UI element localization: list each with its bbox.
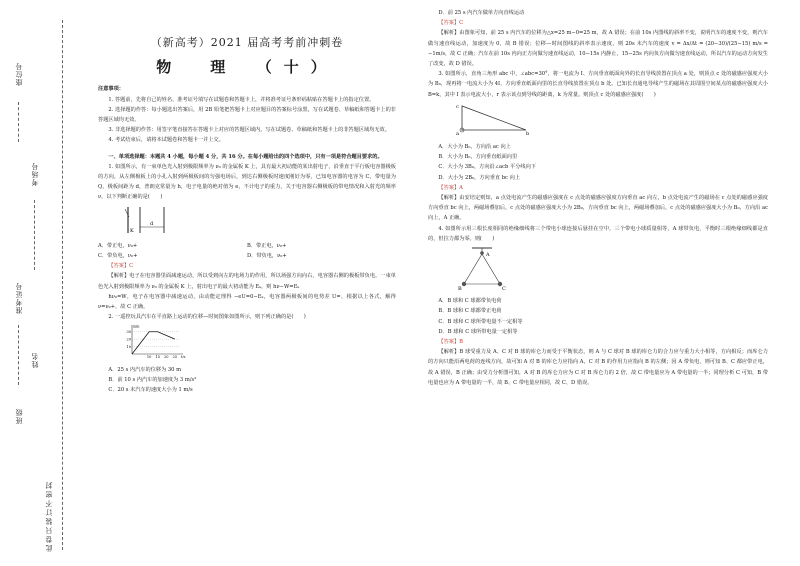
q3-answer: 【答案】A	[438, 184, 463, 191]
q1-analysis-2: hν₀=W，电子在电容器中减速运动，由动能定理得 −eU=0−Eₖ，电容器两极板间的电势差 U=，根据以上各式，解得 ν=ν₀+，故 C 正确。	[98, 293, 396, 311]
q3-option-d: D．大小为 2B₀，方向垂直 bc 向上	[438, 174, 520, 181]
name-label: 姓名	[31, 352, 39, 368]
q2-analysis: 【解析】由图象可知，前 25 s 内汽车的位移为△x=25 m−0=25 m，故 A 错误；在前 10s 内图线的斜率不变，说明汽车的速度不变，则汽车做匀速直线运动，加速度为 0，故 B 错误；位移—时间图线的斜率表示速度，则 20s 末汽车的速度 v = Δx/Δt = (20−30)/(25−15) m/s = −1m/s，故 C 正确；汽车在前 10s 内向正方向做匀速直线运动，10−15s 内静止，15−25s 内向负方向做匀速直线运动，所以汽车的运动方向发生了改变，故 D 错误。	[428, 30, 768, 68]
q2-answer: 【答案】C	[438, 20, 464, 27]
q4-fig-label-b: B	[458, 286, 462, 291]
x-axis-label: t/s	[181, 355, 186, 359]
y-tick-label: 10	[126, 345, 131, 350]
q1-fig-label-d: d	[150, 220, 154, 227]
q1-option-a: A．带正电，ν₀+	[98, 242, 138, 249]
q3-fig-label-c: c	[456, 103, 459, 110]
q2-option-c: C．20 s 末汽车的速度大小为 1 m/s	[108, 387, 193, 394]
exam-title: （新高考）2021 届高考考前冲刺卷	[150, 36, 344, 49]
y-axis-label: x/m	[133, 324, 140, 329]
section-heading: 一、单项选择题：本题共 4 小题，每小题 4 分，共 16 分。在每小题给出的四个选项中，只有一项是符合题目要求的。	[108, 153, 383, 160]
q1-fig-label-k: K	[130, 227, 134, 234]
q2-option-d: D．前 25 s 内汽车做单方向直线运动	[438, 10, 525, 16]
x-tick-label: 20	[164, 355, 169, 359]
q4-option-a: A．B 球和 C 球都带负电荷	[438, 298, 502, 305]
q4-option-c: C．B 球和 C 球所带电量不一定相等	[438, 318, 523, 325]
seal-line	[62, 20, 63, 550]
q1-figure	[124, 205, 174, 235]
ticket-line	[18, 325, 19, 385]
notice-item: 4. 考试结束后，请将本试题卷和答题卡一并上交。	[108, 137, 224, 144]
q3-fig-label-b: b	[526, 130, 530, 136]
q4-fig-label-c: C	[502, 286, 506, 291]
subject-title: 物 理 （十）	[156, 58, 338, 77]
q2-option-a: A．25 s 内汽车的位移为 30 m	[108, 366, 182, 373]
q4-analysis: 【解析】B 球受重力及 A、C 对 B 球的库仑力而受于平衡状态，则 A 与 C 球对 B 球的库仑力的合力应与重力大小相等，方向相反；而库仑力的方向只能沿两电荷的连线方向，故可知 A 对 B 的库仑力应指向 A，C 对 B 的作用力应指向 B 的左侧；因 A 带负电，则可知 B、C 都应带正电，故 A 错误，B 正确；由受力分析图可知，A 对 B 的库仑力应为 C 对 B 库仑力的 2 倍，故 C 带电量应为 A 带电量的一半；同理分析 C 可知，B 带电量也应为 A 带电量的一半，故 B、C 带电量应相同，故 C、D 错误。	[428, 349, 768, 386]
class-label: 班级	[15, 408, 23, 424]
seal-text: 此卷只装订不密封	[45, 480, 53, 552]
q1-option-c: C．带负电，ν₀+	[98, 253, 138, 260]
q4-figure	[454, 246, 510, 290]
right-column	[428, 8, 768, 388]
q3-analysis: 【解析】由安培定则知，a 点处电流产生的磁感应强度在 c 点处的磁感应强度方向垂直 ac 向左，b 点处电流产生的磁场在 c 点处的磁感应强度方向垂直 bc 向上，两磁场叠加后，c 点处的磁感应强度大小为 2B₀，方向垂直 bc 向上，两磁场叠加后，c 点处的磁感应强度大小为 B₀，方向沿 ac 向上，A 正确。	[428, 195, 768, 222]
y-tick-label: 30	[126, 330, 131, 335]
y-tick-label: 20	[126, 338, 131, 343]
q2-stem: 2. 一遥控玩具汽车在平直路上运动的位移—时间图象如图所示，则下列正确的是( )	[108, 314, 306, 321]
x-tick-label: 25	[172, 355, 178, 359]
seat-label: 座位号	[15, 62, 23, 86]
q4-option-b: B．B 球和 C 球都带正电荷	[438, 308, 502, 315]
q4-answer: 【答案】B	[438, 339, 463, 346]
x-tick-label: 15	[155, 355, 160, 359]
x-tick-label: 10	[146, 355, 152, 359]
notice-item: 2. 选择题的作答：每小题选出答案后，用 2B 铅笔把答题卡上对应题目的答案标号涂黑，写在试题卷、草稿纸和答题卡上的非答题区域均无效。	[98, 106, 396, 124]
q1-options-2	[98, 251, 396, 261]
q3-stem: 3. 如图所示，直角三角形 abc 中，∠abc=30°，将一电流为 I、方向垂直纸面向外的长直导线放置在顶点 a 处，则顶点 c 处的磁感应强度大小为 B₀，现再将一电流大小为 4I、方向垂直纸面向里的长直导线放置在顶点 b 处。已知长直通电导线产生的磁场在其周围空间某点的磁感应强度大小 B=k，其中 I 表示电流大小，r 表示该点到导线的距离，k 为常量。则顶点 c 处的磁感应强度( )	[428, 71, 768, 98]
q3-figure	[454, 102, 534, 136]
room-line	[34, 200, 35, 270]
q3-option-a: A．大小为 B₀，方向沿 ac 向上	[438, 144, 511, 151]
q3-fig-label-a: a	[456, 130, 459, 136]
left-column	[98, 0, 396, 395]
notice-item: 3. 非选择题的作答：用签字笔直接答在答题卡上对应的答题区域内。写在试题卷、草稿纸和答题卡上的非答题区域均无效。	[108, 127, 390, 134]
notice-heading: 注意事项：	[98, 86, 124, 93]
q4-fig-label-a: A	[486, 252, 490, 259]
q1-options	[98, 241, 396, 251]
room-label: 考场号	[31, 162, 39, 186]
q1-option-d: D．带负电，ν₀+	[247, 253, 287, 260]
q2-option-b: B．前 10 s 内汽车的加速度为 3 m/s²	[108, 376, 197, 383]
q1-analysis: 【解析】电子在电容器里面减速运动，所以受到向左的电场力的作用，所以场强方向向右，电容器右侧的极板带负电。一束单色光入射到极限频率为 ν₀ 的金属板 K 上，射出电子的最大初动能为 Eₖ，则 hν−W=Eₖ	[98, 273, 396, 290]
q4-option-d: D．B 球和 C 球所带电量一定相等	[438, 328, 518, 335]
q3-option-c: C．大小为 3B₀，方向沿∠acb 平分线向下	[438, 164, 536, 171]
seat-line	[18, 102, 19, 142]
q2-chart	[124, 324, 186, 358]
q3-option-b: B．大小为 B₀，方向垂直纸面向里	[438, 154, 518, 161]
q1-option-b: B．带正电，ν₀+	[247, 242, 287, 249]
q1-stem: 1. 如图所示，有一束单色光入射到极限频率为 ν₀ 的金属板 K 上，具有最大初动能的某出射电子，沿垂直于平行板电容器极板的方向，从左侧极板上的小孔入射到两极板间的匀强电场后，到达右侧极板时速度刚好为零，已知电容器的电容为 C，带电量为 Q，极板间距为 d，普朗克常量为 h，电子电量的绝对值为 e，不计电子的重力，关于电容器右侧极板的带电情况和入射光的频率 ν，以下判断正确的是( )	[98, 163, 396, 201]
series-line	[132, 332, 175, 354]
q1-answer: 【答案】C	[108, 263, 134, 270]
ticket-label: 准考证号	[15, 282, 23, 314]
notice-item: 1. 答题前，先将自己的姓名、准考证号填写在试题卷和答题卡上，并将准考证号条形码粘贴在答题卡上的指定位置。	[108, 96, 375, 103]
q4-stem: 4. 如图所示用三根长度相同的绝缘细线将三个带电小球连接后悬挂在空中。三个带电小球质量相等，A 球带负电，平衡时三根绝缘细线都是直的，但拉力都为零。则( )	[428, 225, 768, 242]
binding-strip	[0, 0, 92, 566]
